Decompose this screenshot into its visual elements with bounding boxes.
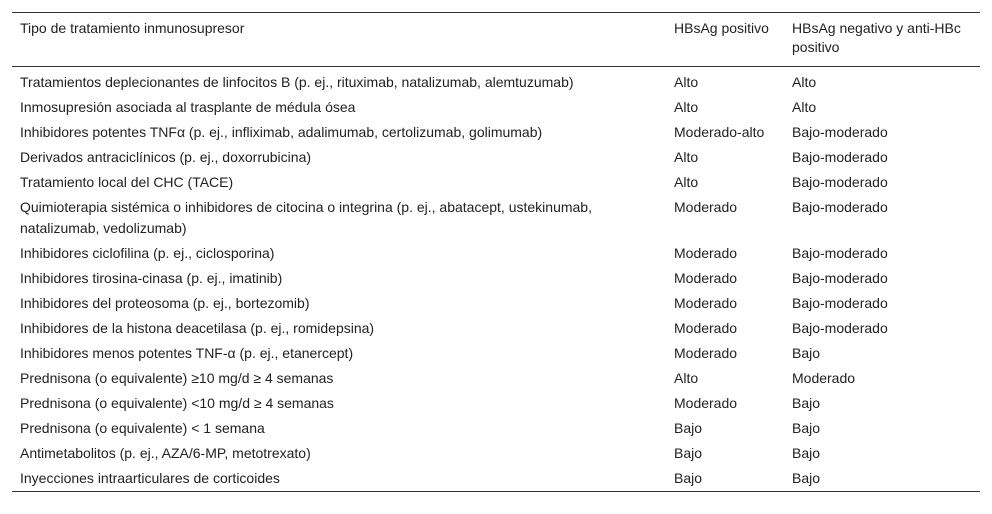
treatment-cell: Tratamientos deplecionantes de linfocitos B (p. ej., rituximab, natalizumab, alemtuzumab) (20, 74, 574, 90)
antihbc-positive-risk-cell: Bajo-moderado (792, 174, 888, 190)
hbsag-positive-risk-cell: Alto (674, 99, 699, 115)
table-row (12, 416, 980, 441)
antihbc-positive-risk-cell: Bajo-moderado (792, 149, 888, 165)
antihbc-positive-risk-cell: Bajo-moderado (792, 245, 888, 261)
header-treatment-type: Tipo de tratamiento inmunosupresor (20, 20, 245, 36)
treatment-cell: Inhibidores menos potentes TNF-α (p. ej., etanercept) (20, 345, 354, 361)
antihbc-positive-risk-cell: Bajo-moderado (792, 270, 888, 286)
table-row (12, 170, 980, 195)
header-hbsag-positive: HBsAg positivo (674, 20, 769, 36)
hbsag-positive-risk-cell: Moderado (674, 245, 738, 261)
antihbc-positive-risk-cell: Bajo (792, 470, 821, 486)
table-row (12, 366, 980, 391)
hbsag-positive-risk-cell: Bajo (674, 445, 703, 461)
hbsag-positive-risk-cell: Moderado (674, 395, 738, 411)
table-row (12, 67, 980, 96)
antihbc-positive-risk-cell: Bajo-moderado (792, 199, 888, 215)
treatment-cell: Derivados antraciclínicos (p. ej., doxorrubicina) (20, 149, 312, 165)
table-row (12, 195, 980, 241)
hbsag-positive-risk-cell: Bajo (674, 470, 703, 486)
table-row (12, 466, 980, 492)
treatment-cell: Tratamiento local del CHC (TACE) (20, 174, 234, 190)
antihbc-positive-risk-cell: Bajo-moderado (792, 320, 888, 336)
table-row (12, 441, 980, 466)
antihbc-positive-risk-cell: Moderado (792, 370, 856, 386)
table-row (12, 120, 980, 145)
treatment-cell: Prednisona (o equivalente) <10 mg/d ≥ 4 semanas (20, 395, 334, 411)
table-row (12, 316, 980, 341)
hbsag-positive-risk-cell: Moderado (674, 270, 738, 286)
hbsag-positive-risk-cell: Bajo (674, 420, 703, 436)
table-header (12, 13, 980, 67)
risk-table (12, 12, 980, 492)
antihbc-positive-risk-cell: Bajo (792, 445, 821, 461)
table-row (12, 341, 980, 366)
table-body (12, 67, 980, 492)
treatment-cell: Inhibidores potentes TNFα (p. ej., infliximab, adalimumab, certolizumab, golimumab) (20, 124, 543, 140)
hbsag-positive-risk-cell: Alto (674, 174, 699, 190)
treatment-cell: Prednisona (o equivalente) ≥10 mg/d ≥ 4 semanas (20, 370, 334, 386)
table-row (12, 391, 980, 416)
antihbc-positive-risk-cell: Bajo-moderado (792, 124, 888, 140)
table-row (12, 266, 980, 291)
treatment-cell: Inhibidores tirosina-cinasa (p. ej., imatinib) (20, 270, 283, 286)
table-row (12, 291, 980, 316)
treatment-cell: Inmosupresión asociada al trasplante de médula ósea (20, 99, 356, 115)
antihbc-positive-risk-cell: Bajo (792, 420, 821, 436)
hbsag-positive-risk-cell: Moderado (674, 345, 738, 361)
table-row (12, 145, 980, 170)
treatment-cell: Inhibidores del proteosoma (p. ej., bortezomib) (20, 295, 310, 311)
antihbc-positive-risk-cell: Bajo (792, 395, 821, 411)
table-row (12, 241, 980, 266)
hbsag-positive-risk-cell: Alto (674, 74, 699, 90)
treatment-cell: Quimioterapia sistémica o inhibidores de citocina o integrina (p. ej., abatacept, ustekinumab, natalizumab, vedolizumab) (20, 199, 592, 236)
hbsag-positive-risk-cell: Moderado (674, 295, 738, 311)
header-row (12, 13, 980, 67)
antihbc-positive-risk-cell: Bajo (792, 345, 821, 361)
antihbc-positive-risk-cell: Alto (792, 74, 817, 90)
table-row (12, 95, 980, 120)
treatment-cell: Inhibidores ciclofilina (p. ej., ciclosporina) (20, 245, 275, 261)
hbsag-positive-risk-cell: Alto (674, 149, 699, 165)
treatment-cell: Inyecciones intraarticulares de corticoides (20, 470, 280, 486)
hbsag-positive-risk-cell: Alto (674, 370, 699, 386)
antihbc-positive-risk-cell: Alto (792, 99, 817, 115)
header-hbsag-negative-antihbc-positive: HBsAg negativo y anti-HBc positivo (792, 20, 961, 55)
treatment-cell: Antimetabolitos (p. ej., AZA/6-MP, metotrexato) (20, 445, 311, 461)
treatment-cell: Prednisona (o equivalente) < 1 semana (20, 420, 265, 436)
antihbc-positive-risk-cell: Bajo-moderado (792, 295, 888, 311)
hbsag-positive-risk-cell: Moderado (674, 320, 738, 336)
hbsag-positive-risk-cell: Moderado-alto (674, 124, 765, 140)
hbsag-positive-risk-cell: Moderado (674, 199, 738, 215)
treatment-cell: Inhibidores de la histona deacetilasa (p. ej., romidepsina) (20, 320, 375, 336)
